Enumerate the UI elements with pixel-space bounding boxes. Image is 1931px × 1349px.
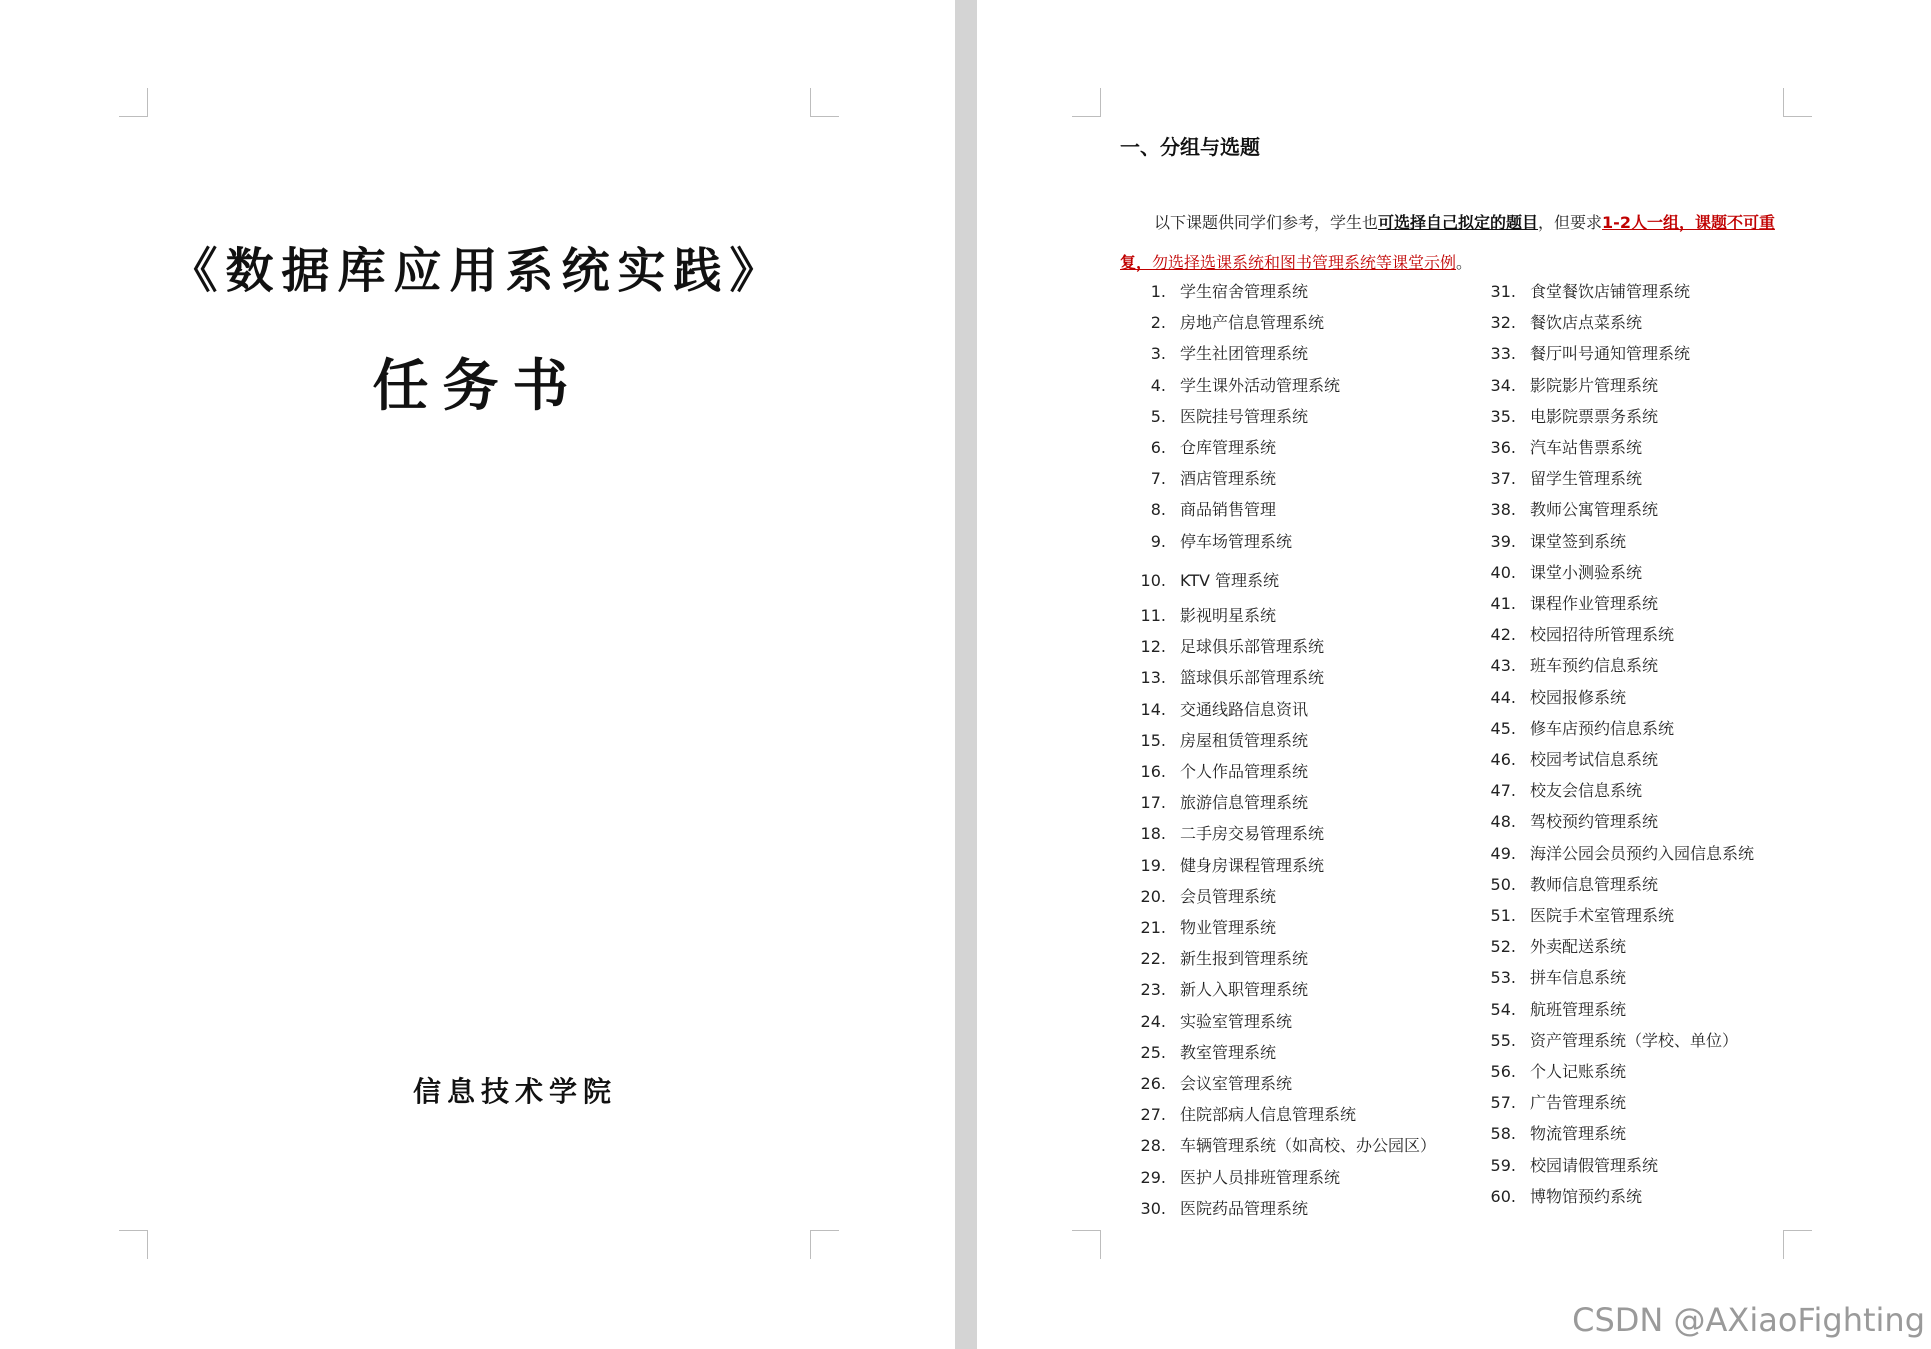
list-item-number: 32. <box>1490 313 1516 332</box>
list-item-text: 学生社团管理系统 <box>1180 344 1309 363</box>
list-item-text: 教室管理系统 <box>1180 1043 1277 1062</box>
list-item-number: 20. <box>1140 887 1166 906</box>
list-item-text: KTV 管理系统 <box>1180 571 1280 590</box>
list-item-number: 34. <box>1490 376 1516 395</box>
list-item-text: 新生报到管理系统 <box>1180 949 1309 968</box>
list-item <box>1132 1167 1340 1189</box>
list-item <box>1482 687 1626 709</box>
crop-mark <box>119 88 148 117</box>
list-item-number: 54. <box>1490 1000 1516 1019</box>
list-item-number: 22. <box>1140 949 1166 968</box>
section-heading: 一、分组与选题 <box>1120 135 1260 159</box>
list-item-number: 49. <box>1490 844 1516 863</box>
list-item-number: 43. <box>1490 656 1516 675</box>
list-item <box>1482 874 1658 896</box>
list-item <box>1132 375 1340 397</box>
list-item-text: 航班管理系统 <box>1530 1000 1627 1019</box>
list-item <box>1132 281 1308 303</box>
list-item-number: 15. <box>1140 731 1166 750</box>
list-item-number: 56. <box>1490 1062 1516 1081</box>
list-item-text: 物业管理系统 <box>1180 918 1277 937</box>
list-item-text: 课堂签到系统 <box>1530 532 1627 551</box>
list-item-text: 校园招待所管理系统 <box>1530 625 1675 644</box>
list-item <box>1482 562 1642 584</box>
list-item <box>1482 499 1658 521</box>
list-item <box>1482 749 1658 771</box>
list-item <box>1132 1198 1308 1220</box>
list-item-text: 校园请假管理系统 <box>1530 1156 1659 1175</box>
list-item-number: 8. <box>1150 500 1166 519</box>
list-item-text: 教师公寓管理系统 <box>1530 500 1659 519</box>
list-item-number: 55. <box>1490 1031 1516 1050</box>
list-item-text: 二手房交易管理系统 <box>1180 824 1325 843</box>
list-item <box>1132 531 1292 553</box>
list-item <box>1482 312 1642 334</box>
list-item-number: 27. <box>1140 1105 1166 1124</box>
list-item <box>1482 1123 1626 1145</box>
list-item <box>1482 406 1658 428</box>
intro-text: ，但要求 <box>1538 213 1603 232</box>
list-item-number: 3. <box>1150 344 1166 363</box>
list-item <box>1132 855 1324 877</box>
list-item-number: 17. <box>1140 793 1166 812</box>
list-item-number: 19. <box>1140 856 1166 875</box>
list-item-number: 12. <box>1140 637 1166 656</box>
list-item-number: 47. <box>1490 781 1516 800</box>
list-item-text: 学生课外活动管理系统 <box>1180 376 1341 395</box>
list-item-text: 学生宿舍管理系统 <box>1180 282 1309 301</box>
list-item-number: 53. <box>1490 968 1516 987</box>
crop-mark <box>1072 1230 1101 1259</box>
list-item <box>1132 667 1324 689</box>
crop-mark <box>1783 1230 1812 1259</box>
list-item <box>1482 811 1658 833</box>
list-item-number: 48. <box>1490 812 1516 831</box>
list-item <box>1132 406 1308 428</box>
list-item-number: 50. <box>1490 875 1516 894</box>
list-item-text: 食堂餐饮店铺管理系统 <box>1530 282 1691 301</box>
list-item <box>1132 823 1324 845</box>
list-item <box>1482 375 1658 397</box>
intro-text: 。 <box>1456 253 1473 272</box>
list-item-number: 52. <box>1490 937 1516 956</box>
intro-emphasis: 可选择自己拟定的题目 <box>1378 213 1539 232</box>
list-item <box>1482 531 1626 553</box>
list-item <box>1482 967 1626 989</box>
list-item <box>1132 1073 1292 1095</box>
list-item-number: 38. <box>1490 500 1516 519</box>
list-item-text: 医院手术室管理系统 <box>1530 906 1675 925</box>
list-item-number: 2. <box>1150 313 1166 332</box>
list-item-number: 18. <box>1140 824 1166 843</box>
list-item <box>1482 1030 1738 1052</box>
list-item-text: 驾校预约管理系统 <box>1530 812 1659 831</box>
list-item-number: 46. <box>1490 750 1516 769</box>
list-item-text: 课程作业管理系统 <box>1530 594 1659 613</box>
list-item-number: 58. <box>1490 1124 1516 1143</box>
list-item <box>1132 1104 1356 1126</box>
crop-mark <box>1783 88 1812 117</box>
list-item-number: 5. <box>1150 407 1166 426</box>
list-item-text: 修车店预约信息系统 <box>1530 719 1675 738</box>
list-item-text: 校友会信息系统 <box>1530 781 1643 800</box>
list-item-text: 班车预约信息系统 <box>1530 656 1659 675</box>
list-item <box>1482 468 1642 490</box>
crop-mark <box>810 88 839 117</box>
list-item-number: 39. <box>1490 532 1516 551</box>
list-item-number: 23. <box>1140 980 1166 999</box>
intro-warning: 勿选择选课系统和图书管理系统等课堂示例 <box>1152 253 1457 272</box>
list-item-text: 校园报修系统 <box>1530 688 1627 707</box>
list-item-number: 26. <box>1140 1074 1166 1093</box>
list-item-text: 教师信息管理系统 <box>1530 875 1659 894</box>
cover-page <box>0 0 955 1349</box>
list-item-number: 36. <box>1490 438 1516 457</box>
list-item <box>1482 780 1642 802</box>
list-item-number: 25. <box>1140 1043 1166 1062</box>
crop-mark <box>810 1230 839 1259</box>
list-item-number: 45. <box>1490 719 1516 738</box>
list-item-text: 汽车站售票系统 <box>1530 438 1643 457</box>
list-item-number: 1. <box>1150 282 1166 301</box>
list-item <box>1132 917 1276 939</box>
list-item-text: 留学生管理系统 <box>1530 469 1643 488</box>
list-item <box>1132 570 1279 592</box>
watermark: CSDN @AXiaoFighting <box>1572 1301 1925 1339</box>
list-item-text: 健身房课程管理系统 <box>1180 856 1325 875</box>
intro-text: 以下课题供同学们参考，学生也 <box>1154 213 1379 232</box>
cover-title: 《数据库应用系统实践》 <box>169 243 786 299</box>
list-item <box>1482 624 1674 646</box>
list-item-number: 31. <box>1490 282 1516 301</box>
list-item <box>1482 1186 1642 1208</box>
list-item-text: 博物馆预约系统 <box>1530 1187 1643 1206</box>
list-item-text: 广告管理系统 <box>1530 1093 1627 1112</box>
list-item-number: 28. <box>1140 1136 1166 1155</box>
list-item <box>1482 593 1658 615</box>
cover-school: 信息技术学院 <box>412 1075 617 1108</box>
list-item-number: 44. <box>1490 688 1516 707</box>
list-item-text: 物流管理系统 <box>1530 1124 1627 1143</box>
crop-mark <box>1072 88 1101 117</box>
intro-requirement: 1-2人一组，课题不可重复， <box>1120 213 1775 272</box>
list-item-number: 33. <box>1490 344 1516 363</box>
list-item-text: 旅游信息管理系统 <box>1180 793 1309 812</box>
list-item <box>1482 843 1754 865</box>
list-item <box>1132 699 1308 721</box>
list-item-number: 24. <box>1140 1012 1166 1031</box>
list-item-text: 房屋租赁管理系统 <box>1180 731 1309 750</box>
list-item <box>1132 437 1276 459</box>
list-item-text: 车辆管理系统（如高校、办公园区） <box>1180 1136 1437 1155</box>
list-item-number: 59. <box>1490 1156 1516 1175</box>
list-item <box>1482 655 1658 677</box>
list-item-number: 14. <box>1140 700 1166 719</box>
list-item <box>1482 281 1690 303</box>
cover-subtitle: 任务书 <box>372 353 583 419</box>
list-item-number: 35. <box>1490 407 1516 426</box>
list-item-text: 影视明星系统 <box>1180 606 1277 625</box>
list-item <box>1482 437 1642 459</box>
list-item-text: 资产管理系统（学校、单位） <box>1530 1031 1739 1050</box>
list-item-number: 29. <box>1140 1168 1166 1187</box>
list-item-text: 足球俱乐部管理系统 <box>1180 637 1325 656</box>
list-item-text: 仓库管理系统 <box>1180 438 1277 457</box>
list-item-text: 外卖配送系统 <box>1530 937 1627 956</box>
list-item-text: 篮球俱乐部管理系统 <box>1180 668 1325 687</box>
list-item-text: 停车场管理系统 <box>1180 532 1293 551</box>
list-item-text: 餐厅叫号通知管理系统 <box>1530 344 1691 363</box>
list-item-text: 医院挂号管理系统 <box>1180 407 1309 426</box>
list-item <box>1132 636 1324 658</box>
list-item-text: 课堂小测验系统 <box>1530 563 1643 582</box>
list-item-text: 电影院票票务系统 <box>1530 407 1659 426</box>
list-item <box>1132 605 1276 627</box>
list-item <box>1132 792 1308 814</box>
list-item <box>1132 1042 1276 1064</box>
content-page <box>977 0 1931 1349</box>
list-item <box>1482 905 1674 927</box>
list-item <box>1482 1061 1626 1083</box>
list-item-number: 37. <box>1490 469 1516 488</box>
list-item <box>1132 1135 1436 1157</box>
list-item-text: 个人记账系统 <box>1530 1062 1627 1081</box>
list-item-number: 60. <box>1490 1187 1516 1206</box>
list-item-number: 30. <box>1140 1199 1166 1218</box>
list-item <box>1132 343 1308 365</box>
list-item <box>1482 936 1626 958</box>
list-item <box>1132 761 1308 783</box>
list-item-number: 6. <box>1150 438 1166 457</box>
list-item-number: 7. <box>1150 469 1166 488</box>
list-item-text: 实验室管理系统 <box>1180 1012 1293 1031</box>
list-item-number: 40. <box>1490 563 1516 582</box>
list-item-text: 住院部病人信息管理系统 <box>1180 1105 1357 1124</box>
list-item-text: 医护人员排班管理系统 <box>1180 1168 1341 1187</box>
list-item-number: 41. <box>1490 594 1516 613</box>
list-item <box>1482 1155 1658 1177</box>
list-item-text: 交通线路信息资讯 <box>1180 700 1309 719</box>
list-item-text: 海洋公园会员预约入园信息系统 <box>1530 844 1755 863</box>
list-item-number: 42. <box>1490 625 1516 644</box>
list-item <box>1132 886 1276 908</box>
intro-paragraph <box>1120 203 1780 283</box>
list-item-text: 新人入职管理系统 <box>1180 980 1309 999</box>
list-item-text: 房地产信息管理系统 <box>1180 313 1325 332</box>
list-item-text: 个人作品管理系统 <box>1180 762 1309 781</box>
list-item-text: 餐饮店点菜系统 <box>1530 313 1643 332</box>
list-item-number: 57. <box>1490 1093 1516 1112</box>
list-item-text: 会议室管理系统 <box>1180 1074 1293 1093</box>
list-item <box>1132 468 1276 490</box>
list-item-number: 4. <box>1150 376 1166 395</box>
list-item-number: 21. <box>1140 918 1166 937</box>
list-item <box>1132 312 1324 334</box>
list-item-text: 酒店管理系统 <box>1180 469 1277 488</box>
list-item-text: 商品销售管理 <box>1180 500 1277 519</box>
crop-mark <box>119 1230 148 1259</box>
list-item-number: 51. <box>1490 906 1516 925</box>
list-item-text: 会员管理系统 <box>1180 887 1277 906</box>
list-item-text: 拼车信息系统 <box>1530 968 1627 987</box>
list-item <box>1132 979 1308 1001</box>
list-item <box>1132 1011 1292 1033</box>
list-item-number: 13. <box>1140 668 1166 687</box>
list-item <box>1132 730 1308 752</box>
list-item <box>1482 718 1674 740</box>
list-item <box>1132 499 1276 521</box>
list-item-text: 影院影片管理系统 <box>1530 376 1659 395</box>
list-item-number: 16. <box>1140 762 1166 781</box>
list-item-text: 医院药品管理系统 <box>1180 1199 1309 1218</box>
list-item <box>1132 948 1308 970</box>
list-item-number: 11. <box>1140 606 1166 625</box>
list-item-number: 10. <box>1140 571 1166 590</box>
list-item <box>1482 1092 1626 1114</box>
list-item-text: 校园考试信息系统 <box>1530 750 1659 769</box>
list-item <box>1482 343 1690 365</box>
list-item-number: 9. <box>1150 532 1166 551</box>
list-item <box>1482 999 1626 1021</box>
